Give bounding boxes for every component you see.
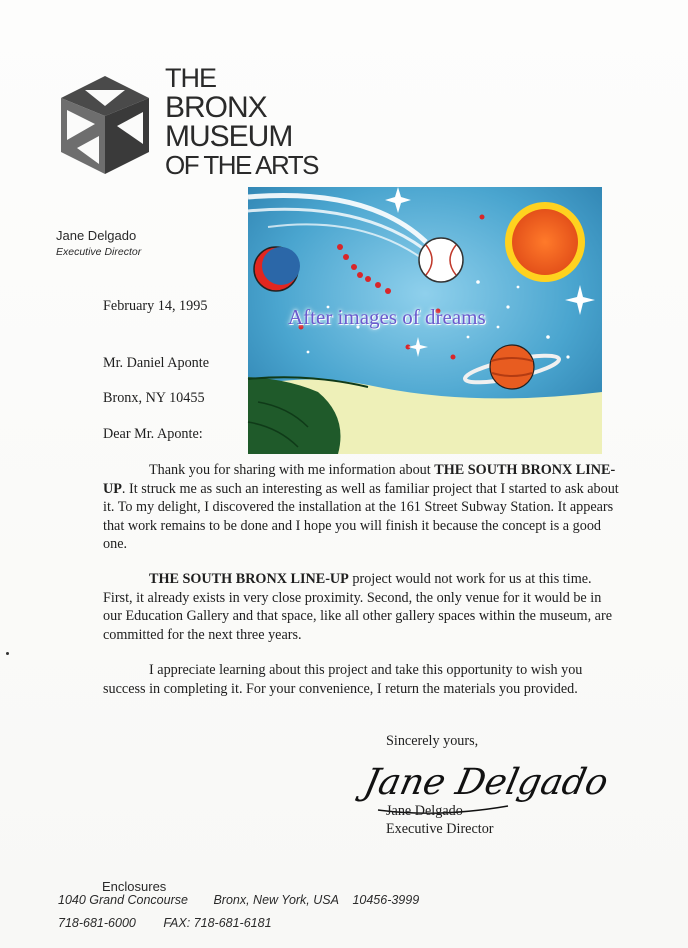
logo-line-bronx: BRONX bbox=[165, 91, 267, 124]
museum-logo-icon bbox=[55, 70, 155, 180]
p1-body: . It struck me as such an interesting as well as familiar project that I started to ask about it. To my delight, I discovered the installation at the 161 Street Subway Station. It appears that work remains to be done and I hope you will finish it because the concept is a good one. bbox=[103, 480, 619, 552]
signature-title: Executive Director bbox=[386, 821, 494, 837]
sender-title: Executive Director bbox=[56, 246, 142, 258]
sender-name: Jane Delgado bbox=[56, 228, 137, 243]
signature-name: Jane Delgado bbox=[386, 803, 463, 819]
paragraph-2 bbox=[103, 570, 623, 644]
logo-line-of-the-arts: OF THE ARTS bbox=[165, 150, 319, 180]
logo-line-the: THE bbox=[165, 63, 216, 93]
recipient-name: Mr. Daniel Aponte bbox=[103, 355, 209, 371]
salutation: Dear Mr. Aponte: bbox=[103, 426, 203, 442]
museum-logo-wordmark bbox=[165, 64, 318, 180]
p2-body: project would not work for us at this time. First, it already exists in very close proximity. Second, the only venue for it would be in our Education Gallery and that space, like all other gallery spaces within the museum, are committed for the next three years. bbox=[103, 571, 612, 643]
p1-intro: Thank you for sharing with me information about bbox=[149, 462, 435, 478]
footer-zip: 10456-3999 bbox=[352, 893, 420, 907]
logo-line-museum: MUSEUM bbox=[165, 120, 293, 153]
letter-date: February 14, 1995 bbox=[103, 298, 208, 314]
illustration-caption: After images of dreams bbox=[288, 305, 486, 329]
p2-project-name: THE SOUTH BRONX LINE-UP bbox=[149, 571, 349, 587]
p3-body: I appreciate learning about this project and take this opportunity to wish you success in completing it. For your convenience, I return the materials you provided. bbox=[103, 662, 583, 697]
footer-fax: FAX: 718-681-6181 bbox=[163, 916, 272, 930]
footer-phone: 718-681-6000 bbox=[58, 916, 136, 930]
footer-city: Bronx, New York, USA bbox=[213, 893, 339, 907]
signature-script: Jane Delgado bbox=[360, 760, 613, 803]
enclosures-label: Enclosures bbox=[102, 879, 167, 894]
paragraph-1 bbox=[103, 461, 623, 554]
space-illustration bbox=[248, 187, 602, 454]
footer-address bbox=[58, 893, 419, 907]
p1-project-name: THE SOUTH BRONX LINE-UP bbox=[103, 462, 616, 497]
scan-speck bbox=[6, 652, 9, 655]
closing: Sincerely yours, bbox=[386, 733, 479, 749]
recipient-city: Bronx, NY 10455 bbox=[103, 390, 205, 406]
footer-contact bbox=[58, 916, 272, 930]
footer-street: 1040 Grand Concourse bbox=[58, 893, 188, 907]
paragraph-3 bbox=[103, 661, 623, 698]
